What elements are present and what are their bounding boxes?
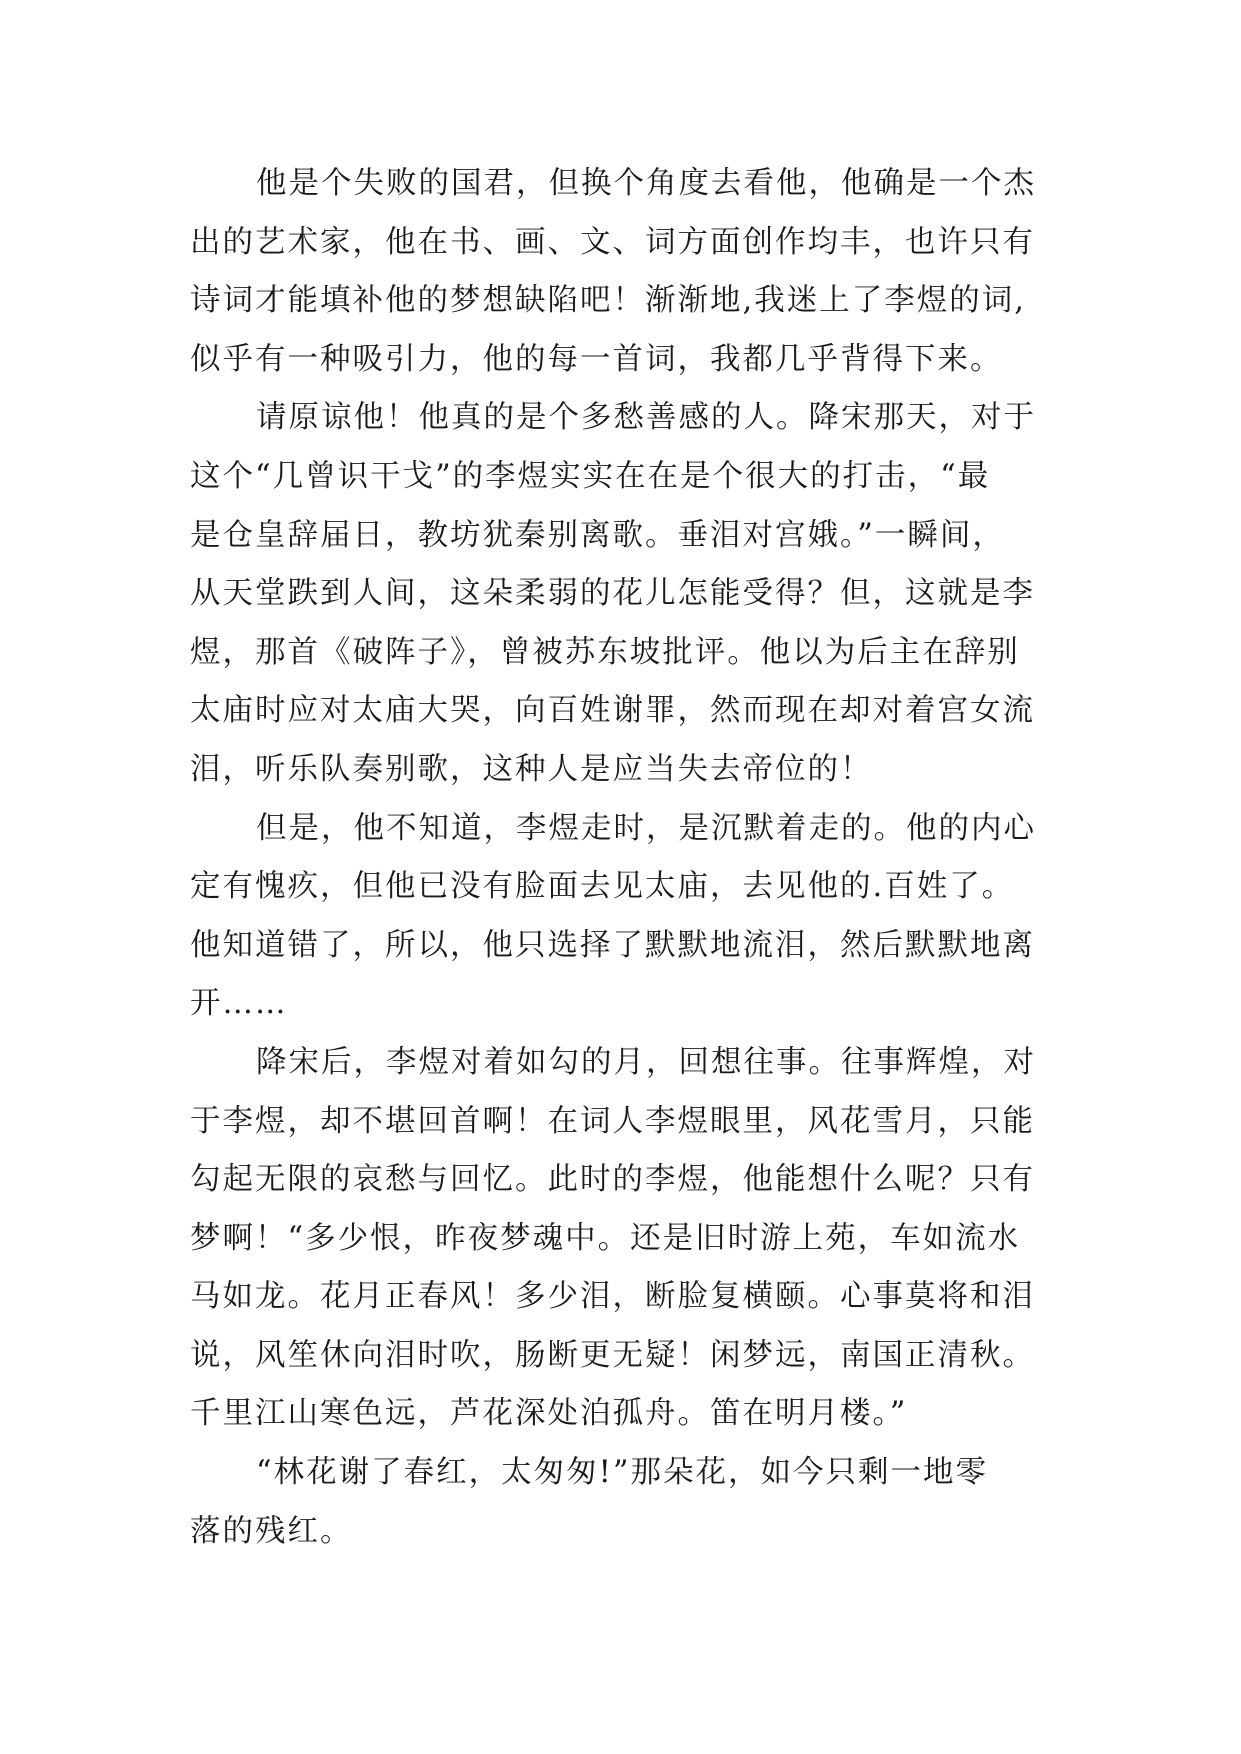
paragraph-1-line-2: 出的艺术家，他在书、画、文、词方面创作均丰，也许只有 — [190, 224, 1035, 260]
paragraph-1-line-4: 似乎有一种吸引力，他的每一首词，我都几乎背得下来。 — [190, 341, 1003, 377]
essay-body — [190, 155, 1090, 1561]
paragraph-3-line-3: 他知道错了，所以，他只选择了默默地流泪，然后默默地离 — [190, 927, 1035, 963]
paragraph-3-line-4: 开…… — [190, 986, 288, 1022]
paragraph-2-line-6: 太庙时应对太庙大哭，向百姓谢罪，然而现在却对着宫女流 — [190, 693, 1035, 729]
paragraph-4-line-3: 勾起无限的哀愁与回忆。此时的李煜，他能想什么呢？只有 — [190, 1162, 1035, 1198]
paragraph-1-line-3: 诗词才能填补他的梦想缺陷吧！渐渐地,我迷上了李煜的词, — [190, 283, 1026, 319]
paragraph-4-line-4: 梦啊！“多少恨，昨夜梦魂中。还是旧时游上苑，车如流水 — [190, 1220, 1021, 1256]
paragraph-4-line-2: 于李煜，却不堪回首啊！在词人李煜眼里，风花雪月，只能 — [190, 1103, 1035, 1139]
paragraph-2-line-4: 从天堂跌到人间，这朵柔弱的花儿怎能受得？但，这就是李 — [190, 576, 1035, 612]
paragraph-4-line-5: 马如龙。花月正春风！多少泪，断脸复横颐。心事莫将和泪 — [190, 1279, 1035, 1315]
paragraph-4-line-6: 说，风笙休向泪时吹，肠断更无疑！闲梦远，南国正清秋。 — [190, 1337, 1035, 1373]
paragraph-2-line-2: 这个“几曾识干戈”的李煜实实在在是个很大的打击，“最 — [190, 458, 991, 494]
paragraph-4-line-1: 降宋后，李煜对着如勾的月，回想往事。往事辉煌，对 — [256, 1044, 1036, 1080]
paragraph-3-line-1: 但是，他不知道，李煜走时，是沉默着走的。他的内心 — [256, 810, 1036, 846]
paragraph-4-line-7: 千里江山寒色远，芦花深处泊孤舟。笛在明月楼。” — [190, 1396, 908, 1432]
paragraph-2-line-5: 煜，那首《破阵子》，曾被苏东坡批评。他以为后主在辞别 — [190, 634, 1020, 670]
paragraph-2-line-1: 请原谅他！他真的是个多愁善感的人。降宋那天，对于 — [256, 400, 1036, 436]
paragraph-5-line-2: 落的残红。 — [190, 1513, 353, 1549]
paragraph-2-line-3: 是仓皇辞届日，教坊犹秦别离歌。垂泪对宫娥。”一瞬间， — [190, 517, 1005, 553]
paragraph-5-line-1: “林花谢了春红，太匆匆!”那朵花，如今只剩一地零 — [256, 1455, 988, 1491]
paragraph-3-line-2: 定有愧疚，但他已没有脸面去见太庙，去见他的.百姓了。 — [190, 869, 1015, 905]
paragraph-2-line-7: 泪，听乐队奏别歌，这种人是应当失去帝位的！ — [190, 751, 873, 787]
paragraph-1-line-1: 他是个失败的国君，但换个角度去看他，他确是一个杰 — [256, 166, 1036, 201]
